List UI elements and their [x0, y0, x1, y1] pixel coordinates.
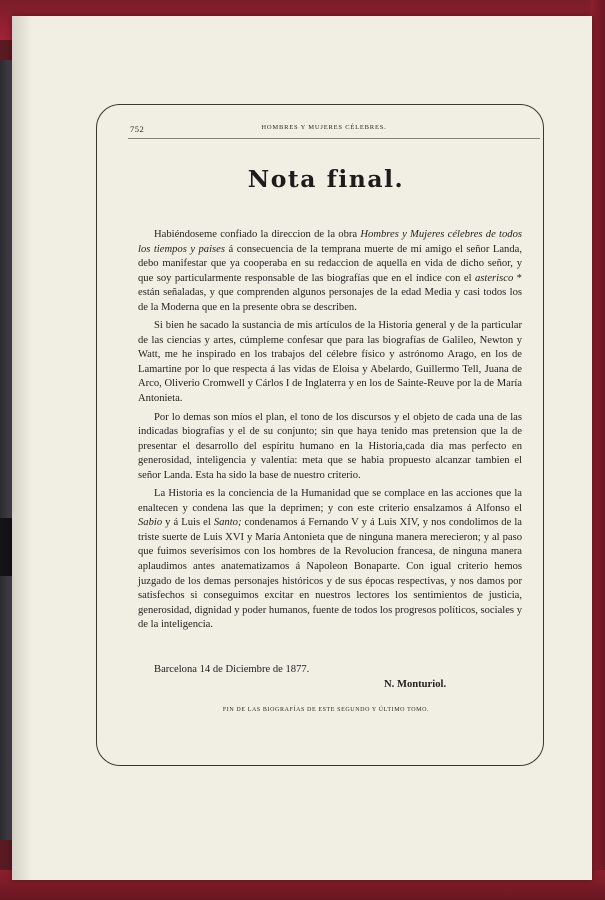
text-run: condenamos á Fernando V y á Luis XIV, y nos condolimos de la triste suerte de Luis XVI y María Antonieta que de ninguna manera merecieron; y al paso que fuimos severísimos con los hombres de la Revolucion francesa, de ninguna manera aplaudimos antes anatematizamos á Napoleon Bonaparte. Con igual criterio hemos juzgado de los demas personajes históricos y de sus épocas respectivas, y nos damos por satisfechos si conseguimos excitar en nuestros lectores los sentimientos de justicia, generosidad, dignidad y poder humanos, fuente de todos los progresos políticos, sociales y de la inteligencia. — [138, 517, 522, 631]
closing-date: Barcelona 14 de Diciembre de 1877. — [154, 664, 310, 675]
body-text — [138, 228, 522, 637]
text-run: Habiéndoseme confiado la direccion de la obra — [154, 229, 361, 240]
italic-text: Sabio — [138, 517, 163, 529]
italic-text: asterisco — [474, 272, 514, 284]
italic-text: Hombres y Mujeres célebres de todos los tiempos y paises — [138, 229, 523, 255]
background-right — [591, 0, 605, 900]
running-head — [128, 124, 520, 142]
paragraph — [138, 319, 522, 406]
paragraph — [138, 487, 522, 632]
text-run: á consecuencia de la temprana muerte de mi amigo el señor Landa, debo manifestar que ya cooperaba en su redaccion de aquella en vida de dicho señor, y que soy particularmente responsable de las biografías que en el índice con el — [138, 243, 522, 284]
page-title: Nota final. — [247, 166, 405, 193]
page-gutter-shadow — [12, 16, 32, 880]
text-run: La Historia es la conciencia de la Humanidad que se complace en las acciones que la enaltecen y condena las que la deprimen; y con este criterio ensalzamos á Alfonso el — [138, 488, 522, 514]
page-number: 752 — [130, 124, 145, 134]
text-run: Por lo demas son míos el plan, el tono de los discursos y el objeto de cada una de las indicadas biografías y el de su conjunto; sin que haya tenido mas pretension que la de presentar el desarrollo del espíritu humano en la Historia,cada dia mas perfecto en generosidad, inteligencia y valentía: meta que se habia propuesto alcanzar tambien el señor Landa. Esta ha sido la base de nuestro criterio. — [138, 411, 522, 481]
text-run: Si bien he sacado la sustancia de mis artículos de la Historia general y de la particular de las ciencias y artes, cúmpleme confesar que para las biografías de Galileo, Newton y Watt, me he inspirado en los trabajos del célebre físico y astrónomo Arago, en los de Lamartine por lo que respecta á las vidas de Eloisa y Abelardo, Guillermo Tell, Juana de Arco, Oliverio Cromwell y Cárlos I de Inglaterra y en los de Sainte-Reuve por la de María Antonieta. — [138, 320, 522, 405]
signature: N. Monturiol. — [384, 679, 447, 690]
italic-text: Santo; — [213, 517, 242, 529]
colophon: FIN DE LAS BIOGRAFÍAS DE ESTE SEGUNDO Y ÚLTIMO TOMO. — [222, 707, 430, 713]
text-run: y á Luis el — [162, 517, 214, 529]
paragraph — [138, 228, 522, 315]
running-title: HOMBRES Y MUJERES CÉLEBRES. — [261, 124, 387, 131]
text-run: * están señaladas, y que comprenden algunos personajes de la edad Media y casi todos los de la Moderna que en la presente obra se describen. — [138, 272, 522, 313]
header-rule — [128, 138, 540, 139]
paragraph — [138, 411, 522, 484]
